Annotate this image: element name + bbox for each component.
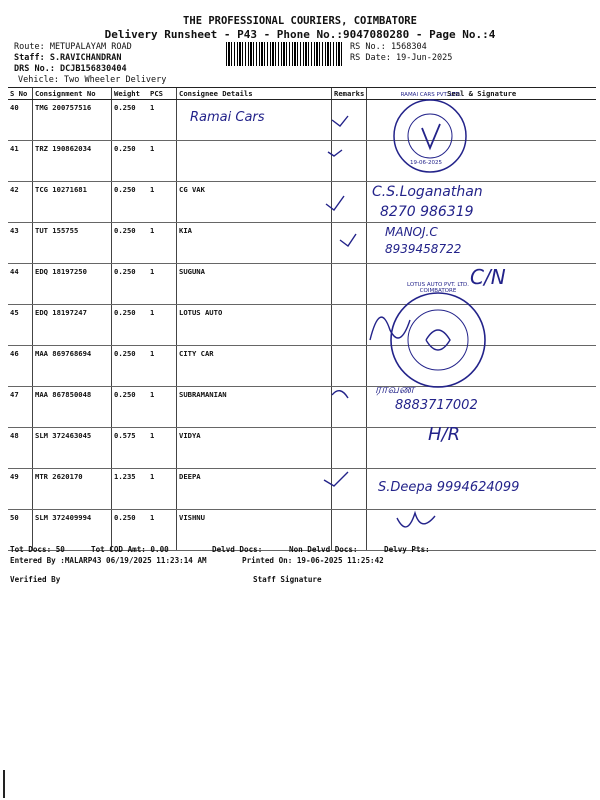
tick-icon xyxy=(326,196,344,210)
staff-label: Staff: S.RAVICHANDRAN xyxy=(14,53,122,63)
cell-pcs: 1 xyxy=(148,141,177,182)
stamp1-date: 19-06-2025 xyxy=(410,160,442,166)
col-weight: Weight xyxy=(112,88,149,100)
col-pcs: PCS xyxy=(148,88,177,100)
vehicle-label: Vehicle: Two Wheeler Delivery xyxy=(18,75,167,85)
cell-consignee: SUBRAMANIAN xyxy=(177,387,332,428)
table-row xyxy=(8,223,596,264)
cell-consignee: LOTUS AUTO xyxy=(177,305,332,346)
cell-weight: 0.250 xyxy=(112,100,149,141)
table-row xyxy=(8,387,596,428)
handwriting-row47-name: ராவண xyxy=(375,382,415,396)
route-label: Route: METUPALAYAM ROAD xyxy=(14,42,132,52)
handwriting-row43-name: MANOJ.C xyxy=(385,225,438,239)
handwriting-row47-phone: 8883717002 xyxy=(395,398,478,413)
cell-consignee: DEEPA xyxy=(177,469,332,510)
col-seal: Seal & Signature xyxy=(367,88,596,100)
signature-scribble-50 xyxy=(395,508,445,538)
cell-sno: 41 xyxy=(8,141,33,182)
total-cod: Tot COD Amt: 0.00 xyxy=(91,545,169,554)
cell-weight: 0.250 xyxy=(112,305,149,346)
cell-pcs: 1 xyxy=(148,428,177,469)
cell-consignee: CG VAK xyxy=(177,182,332,223)
cell-pcs: 1 xyxy=(148,346,177,387)
handwriting-row42-phone: 8270 986319 xyxy=(380,204,474,220)
cell-consignment: MTR 2620170 xyxy=(33,469,112,510)
cell-sno: 43 xyxy=(8,223,33,264)
cell-weight: 0.250 xyxy=(112,387,149,428)
col-consignee: Consignee Details xyxy=(177,88,332,100)
cell-consignment: SLM 372463045 xyxy=(33,428,112,469)
tick-icon xyxy=(324,472,348,486)
table-header-row xyxy=(8,88,596,100)
table-row xyxy=(8,305,596,346)
cell-sno: 46 xyxy=(8,346,33,387)
cell-sno: 47 xyxy=(8,387,33,428)
runsheet-subtitle: Delivery Runsheet - P43 - Phone No.:9047080280 - Page No.:4 xyxy=(104,28,496,41)
table-row xyxy=(8,428,596,469)
cell-sno: 44 xyxy=(8,264,33,305)
handwriting-row48: H/R xyxy=(428,424,461,445)
cell-sno: 40 xyxy=(8,100,33,141)
cell-consignment: EDQ 18197247 xyxy=(33,305,112,346)
col-consignment: Consignment No xyxy=(33,88,112,100)
scan-edge-mark xyxy=(3,770,5,798)
tick-icon xyxy=(328,150,342,156)
cell-weight: 0.250 xyxy=(112,264,149,305)
cell-consignment: TRZ 190862034 xyxy=(33,141,112,182)
cell-consignee xyxy=(177,141,332,182)
cell-sno: 42 xyxy=(8,182,33,223)
cell-consignee: VIDYA xyxy=(177,428,332,469)
cell-consignment: TMG 200757516 xyxy=(33,100,112,141)
handwriting-row40: Ramai Cars xyxy=(190,110,265,125)
delivery-points: Delvy Pts: xyxy=(384,545,430,554)
cell-weight: 0.250 xyxy=(112,223,149,264)
cell-consignment: TCG 10271681 xyxy=(33,182,112,223)
tick-icon xyxy=(332,391,348,398)
signature-scribble-45 xyxy=(360,300,420,360)
total-docs: Tot Docs: 50 xyxy=(10,545,65,554)
cell-sno: 50 xyxy=(8,510,33,551)
rs-date: RS Date: 19-Jun-2025 xyxy=(350,53,453,63)
cell-weight: 0.575 xyxy=(112,428,149,469)
delivered-docs: Delvd Docs: xyxy=(212,545,263,554)
cell-weight: 1.235 xyxy=(112,469,149,510)
cell-consignment: EDQ 18197250 xyxy=(33,264,112,305)
cell-consignment: MAA 867850048 xyxy=(33,387,112,428)
cell-consignee: SUGUNA xyxy=(177,264,332,305)
table-row xyxy=(8,264,596,305)
cell-pcs: 1 xyxy=(148,510,177,551)
col-remarks: Remarks xyxy=(332,88,367,100)
handwriting-row42-name: C.S.Loganathan xyxy=(372,184,483,200)
cell-pcs: 1 xyxy=(148,264,177,305)
cell-weight: 0.250 xyxy=(112,141,149,182)
cell-consignment: SLM 372409994 xyxy=(33,510,112,551)
table-row xyxy=(8,346,596,387)
cell-pcs: 1 xyxy=(148,387,177,428)
tick-icon xyxy=(332,116,348,126)
cell-consignee: VISHNU xyxy=(177,510,332,551)
cell-weight: 0.250 xyxy=(112,182,149,223)
handwriting-row44: C/N xyxy=(470,265,506,289)
cell-consignee: CITY CAR xyxy=(177,346,332,387)
cell-pcs: 1 xyxy=(148,305,177,346)
stamp1-text: RAMAI CARS PVT. LTD. xyxy=(400,92,462,98)
cell-consignment: TUT 155755 xyxy=(33,223,112,264)
cell-pcs: 1 xyxy=(148,223,177,264)
cell-pcs: 1 xyxy=(148,182,177,223)
non-delivered-docs: Non Delvd Docs: xyxy=(289,545,358,554)
company-title: THE PROFESSIONAL COURIERS, COIMBATORE xyxy=(183,15,417,27)
entered-by: Entered By :MALARP43 06/19/2025 11:23:14 AM xyxy=(10,556,207,565)
handwriting-row43-phone: 8939458722 xyxy=(385,242,462,256)
cell-sno: 48 xyxy=(8,428,33,469)
tick-icon xyxy=(340,234,356,246)
cell-pcs: 1 xyxy=(148,100,177,141)
table-row xyxy=(8,182,596,223)
stamp2-text: LOTUS AUTO PVT. LTD. COIMBATORE xyxy=(407,282,469,294)
cell-sno: 45 xyxy=(8,305,33,346)
handwriting-row49: S.Deepa 9994624099 xyxy=(378,480,520,495)
cell-weight: 0.250 xyxy=(112,346,149,387)
printed-on: Printed On: 19-06-2025 11:25:42 xyxy=(242,556,384,565)
rs-number: RS No.: 1568304 xyxy=(350,42,427,52)
barcode xyxy=(226,42,344,66)
table-row xyxy=(8,141,596,182)
staff-signature: Staff Signature xyxy=(253,575,322,584)
table-row xyxy=(8,100,596,141)
drs-number: DRS No.: DCJB156830404 xyxy=(14,64,127,74)
cell-pcs: 1 xyxy=(148,469,177,510)
cell-consignment: MAA 869768694 xyxy=(33,346,112,387)
cell-weight: 0.250 xyxy=(112,510,149,551)
cell-consignee: KIA xyxy=(177,223,332,264)
cell-seal xyxy=(367,428,596,469)
cell-sno: 49 xyxy=(8,469,33,510)
col-sno: S No xyxy=(8,88,33,100)
verified-by: Verified By xyxy=(10,575,61,584)
